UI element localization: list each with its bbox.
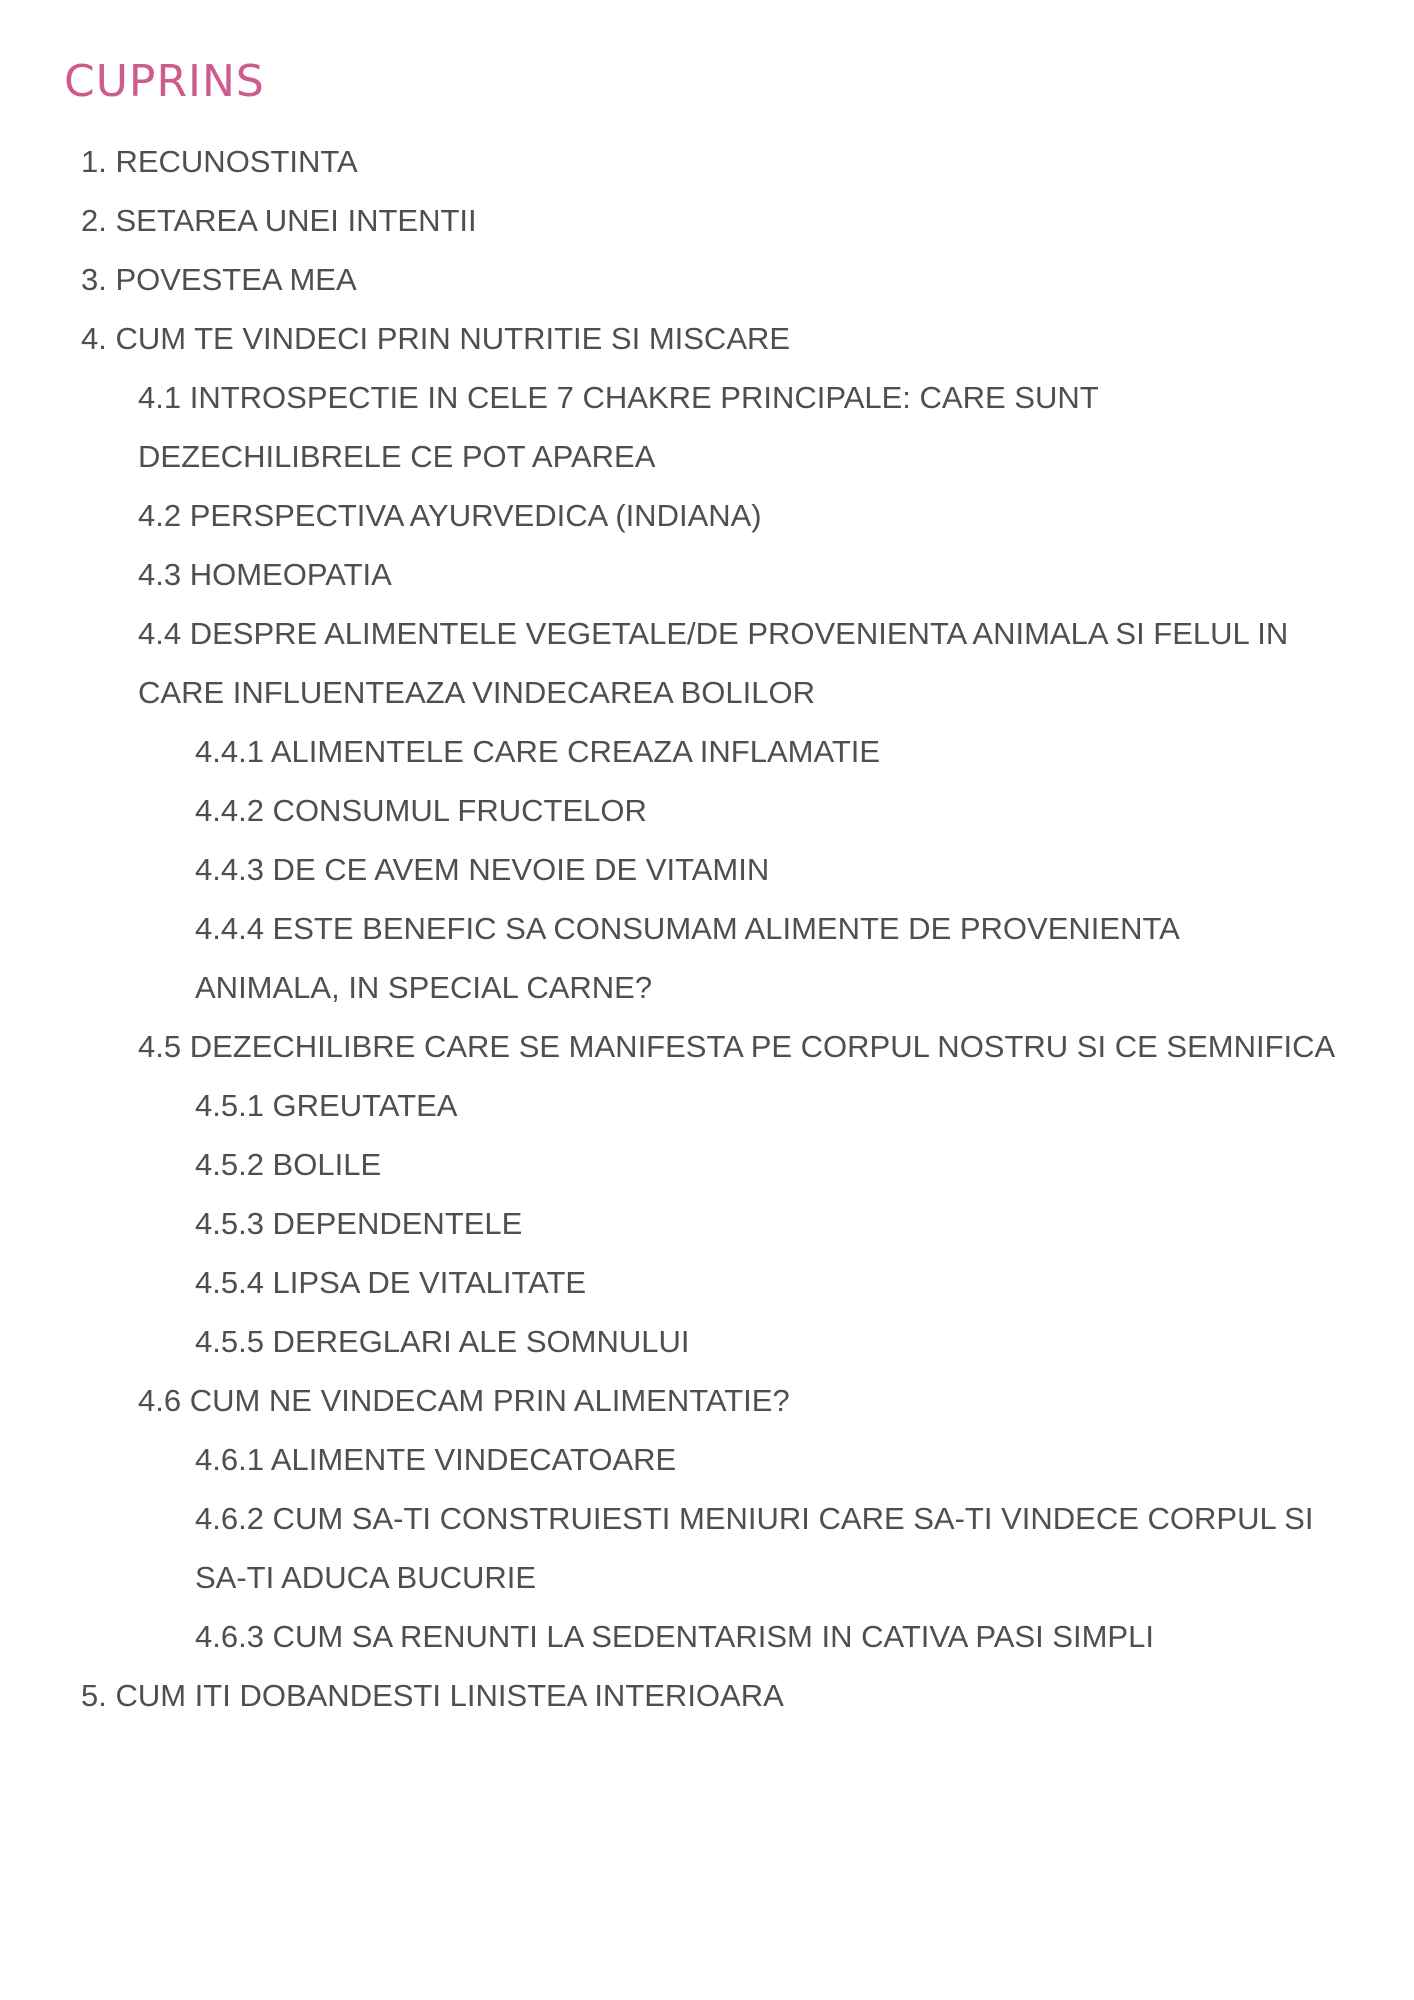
toc-entry-4-5-5: 4.5.5 DEREGLARI ALE SOMNULUI bbox=[195, 1324, 690, 1359]
toc-entry-2: 2. SETAREA UNEI INTENTII bbox=[81, 203, 477, 238]
toc-entry-4-5-3: 4.5.3 DEPENDENTELE bbox=[195, 1206, 523, 1241]
toc-entry-4-4-3: 4.4.3 DE CE AVEM NEVOIE DE VITAMIN bbox=[195, 852, 770, 887]
toc-entry-4-5-1: 4.5.1 GREUTATEA bbox=[195, 1088, 458, 1123]
toc-entry-4-4-4-continued: ANIMALA, IN SPECIAL CARNE? bbox=[195, 970, 653, 1005]
toc-entry-4-5: 4.5 DEZECHILIBRE CARE SE MANIFESTA PE CORPUL NOSTRU SI CE SEMNIFICA bbox=[138, 1029, 1336, 1064]
toc-entry-4-3: 4.3 HOMEOPATIA bbox=[138, 557, 392, 592]
toc-entry-4-6-1: 4.6.1 ALIMENTE VINDECATOARE bbox=[195, 1442, 677, 1477]
toc-entry-4-4-continued: CARE INFLUENTEAZA VINDECAREA BOLILOR bbox=[138, 675, 816, 710]
toc-entry-4-5-4: 4.5.4 LIPSA DE VITALITATE bbox=[195, 1265, 587, 1300]
toc-entry-4-4-2: 4.4.2 CONSUMUL FRUCTELOR bbox=[195, 793, 647, 828]
toc-entry-4-5-2: 4.5.2 BOLILE bbox=[195, 1147, 382, 1182]
toc-entry-4-4-4: 4.4.4 ESTE BENEFIC SA CONSUMAM ALIMENTE DE PROVENIENTA bbox=[195, 911, 1180, 946]
toc-entry-4-6-2: 4.6.2 CUM SA-TI CONSTRUIESTI MENIURI CARE SA-TI VINDECE CORPUL SI bbox=[195, 1501, 1314, 1536]
toc-entry-4-6: 4.6 CUM NE VINDECAM PRIN ALIMENTATIE? bbox=[138, 1383, 790, 1418]
toc-entry-4-6-3: 4.6.3 CUM SA RENUNTI LA SEDENTARISM IN CATIVA PASI SIMPLI bbox=[195, 1619, 1154, 1654]
toc-entry-4-4-1: 4.4.1 ALIMENTELE CARE CREAZA INFLAMATIE bbox=[195, 734, 881, 769]
toc-entry-4-6-2-continued: SA-TI ADUCA BUCURIE bbox=[195, 1560, 537, 1595]
toc-entry-4-1: 4.1 INTROSPECTIE IN CELE 7 CHAKRE PRINCIPALE: CARE SUNT bbox=[138, 380, 1099, 415]
table-of-contents bbox=[0, 132, 1414, 1725]
toc-entry-1: 1. RECUNOSTINTA bbox=[81, 144, 358, 179]
toc-title: CUPRINS bbox=[64, 56, 265, 107]
toc-entry-3: 3. POVESTEA MEA bbox=[81, 262, 357, 297]
toc-entry-4-4: 4.4 DESPRE ALIMENTELE VEGETALE/DE PROVENIENTA ANIMALA SI FELUL IN bbox=[138, 616, 1289, 651]
toc-entry-5: 5. CUM ITI DOBANDESTI LINISTEA INTERIOARA bbox=[81, 1678, 784, 1713]
toc-entry-4-2: 4.2 PERSPECTIVA AYURVEDICA (INDIANA) bbox=[138, 498, 762, 533]
toc-entry-4-1-continued: DEZECHILIBRELE CE POT APAREA bbox=[138, 439, 656, 474]
toc-entry-4: 4. CUM TE VINDECI PRIN NUTRITIE SI MISCARE bbox=[81, 321, 791, 356]
